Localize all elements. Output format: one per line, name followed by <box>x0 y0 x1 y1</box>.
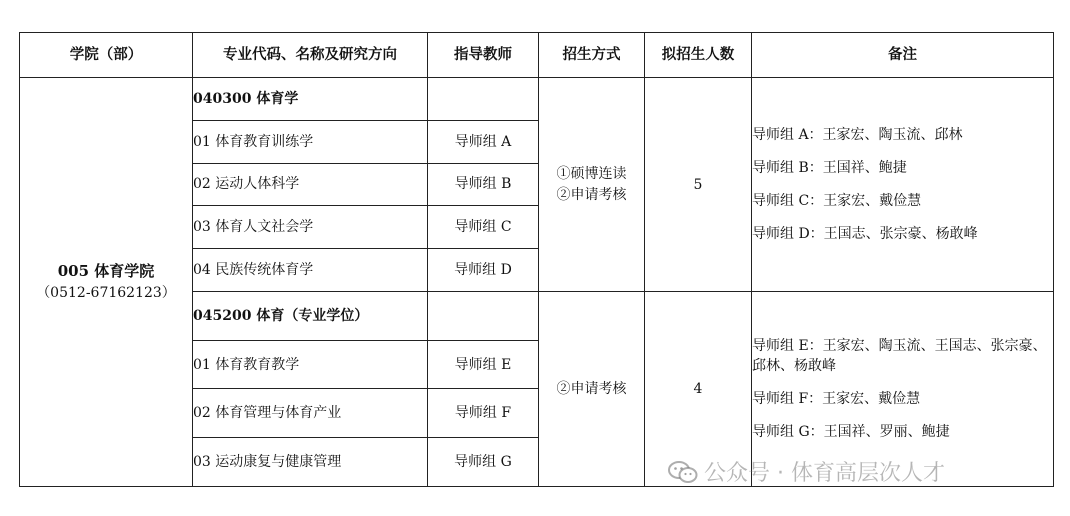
header-college: 学院（部） <box>20 33 193 78</box>
header-major: 专业代码、名称及研究方向 <box>193 33 428 78</box>
watermark <box>668 456 945 487</box>
quota-cell: 5 <box>645 78 752 292</box>
wechat-icon <box>668 460 698 484</box>
advisor-group: 导师组 E <box>428 340 539 389</box>
note-line: 导师组 E：王家宏、陶玉流、王国志、张宗豪、邱林、杨敢峰 <box>752 338 1047 374</box>
advisor-group: 导师组 A <box>428 120 539 163</box>
method-item: ②申请考核 <box>556 380 627 397</box>
college-phone: （0512-67162123） <box>36 285 176 301</box>
college-name: 005 体育学院 <box>57 262 155 280</box>
note-line: 导师组 B：王国祥、鲍捷 <box>752 160 907 176</box>
direction-name: 04 民族传统体育学 <box>193 249 428 292</box>
quota-cell: 4 <box>645 292 752 487</box>
college-cell <box>20 78 193 487</box>
empty-cell <box>428 78 539 121</box>
header-notes: 备注 <box>752 33 1054 78</box>
method-cell <box>539 292 645 487</box>
note-line: 导师组 D：王国志、张宗豪、杨敢峰 <box>752 226 978 242</box>
note-line: 导师组 C：王家宏、戴俭慧 <box>752 193 922 209</box>
note-line: 导师组 G：王国祥、罗丽、鲍捷 <box>752 424 950 440</box>
note-line: 导师组 A：王家宏、陶玉流、邱林 <box>752 127 963 143</box>
table-row <box>20 78 1054 121</box>
direction-name: 03 体育人文社会学 <box>193 206 428 249</box>
direction-name: 02 运动人体科学 <box>193 163 428 206</box>
empty-cell <box>428 292 539 341</box>
major-title: 045200 体育（专业学位） <box>193 292 428 341</box>
header-method: 招生方式 <box>539 33 645 78</box>
header-advisor: 指导教师 <box>428 33 539 78</box>
advisor-group: 导师组 B <box>428 163 539 206</box>
advisor-group: 导师组 G <box>428 438 539 487</box>
notes-cell <box>752 78 1054 292</box>
method-cell <box>539 78 645 292</box>
header-row <box>20 33 1054 78</box>
advisor-group: 导师组 D <box>428 249 539 292</box>
direction-name: 02 体育管理与体育产业 <box>193 389 428 438</box>
direction-name: 01 体育教育教学 <box>193 340 428 389</box>
direction-name: 03 运动康复与健康管理 <box>193 438 428 487</box>
major-title: 040300 体育学 <box>193 78 428 121</box>
direction-name: 01 体育教育训练学 <box>193 120 428 163</box>
advisor-group: 导师组 F <box>428 389 539 438</box>
admission-table <box>19 32 1054 487</box>
advisor-group: 导师组 C <box>428 206 539 249</box>
watermark-text: 公众号 · 体育高层次人才 <box>704 461 945 486</box>
method-item: ②申请考核 <box>556 186 627 203</box>
note-line: 导师组 F：王家宏、戴俭慧 <box>752 391 921 407</box>
method-item: ①硕博连读 <box>556 165 627 182</box>
header-quota: 拟招生人数 <box>645 33 752 78</box>
